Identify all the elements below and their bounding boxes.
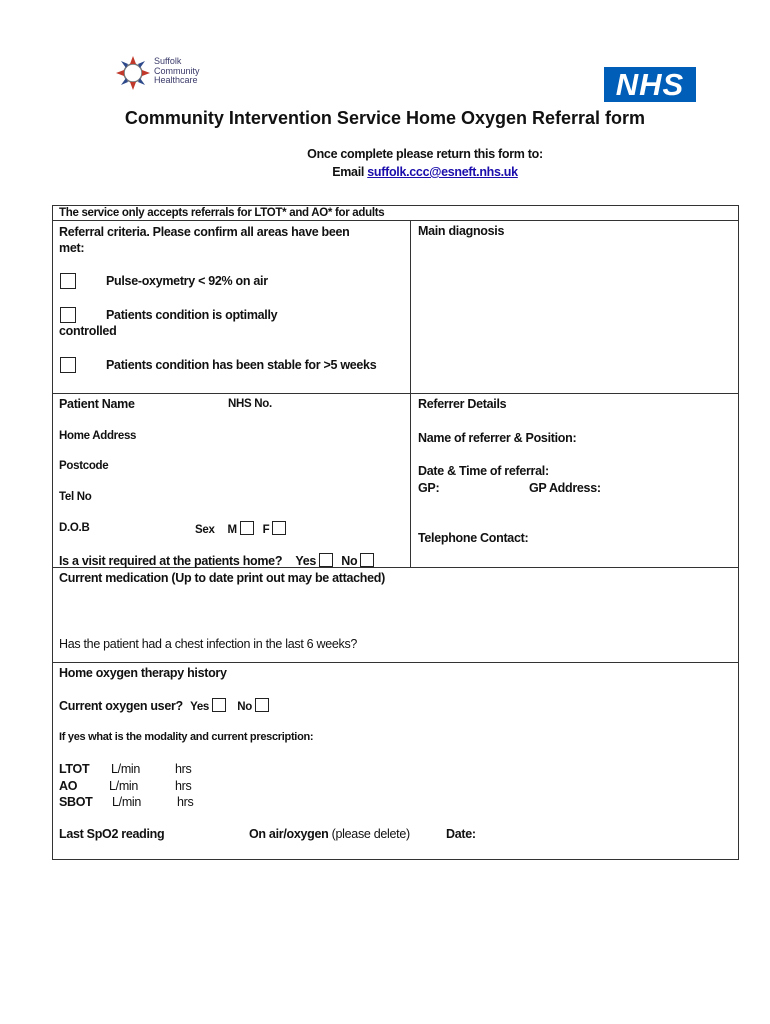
prescription-type: AO — [59, 778, 78, 793]
prescription-row — [59, 761, 193, 778]
logo-line1: Suffolk — [154, 56, 182, 66]
main-diagnosis-label: Main diagnosis — [418, 224, 505, 238]
home-visit-question — [59, 553, 377, 568]
referral-datetime: Date & Time of referral: — [418, 464, 549, 478]
oxygen-yes-label: Yes — [190, 701, 210, 713]
on-air-oxygen — [249, 827, 410, 841]
sex-f-label: F — [262, 524, 270, 536]
sex-f-checkbox[interactable] — [272, 521, 286, 535]
telephone-contact-label: Telephone Contact: — [418, 531, 529, 545]
oxygen-history-heading: Home oxygen therapy history — [59, 666, 227, 680]
sex-m-checkbox[interactable] — [240, 521, 254, 535]
email-link[interactable]: suffolk.ccc@esneft.nhs.uk — [367, 165, 518, 179]
dob-label: D.O.B — [59, 522, 90, 534]
on-air-oxygen-label: On air/oxygen — [249, 827, 329, 841]
criteria-checkbox-2[interactable] — [60, 307, 76, 323]
criteria-item-1: Pulse-oxymetry < 92% on air — [106, 274, 268, 288]
oxygen-yes-checkbox[interactable] — [212, 698, 226, 712]
visit-no-label: No — [341, 554, 358, 568]
service-note: The service only accepts referrals for LTOT* and AO* for adults — [59, 207, 385, 219]
visit-no-checkbox[interactable] — [360, 553, 374, 567]
sex-m-label: M — [227, 524, 237, 536]
current-oxygen-user — [59, 698, 272, 713]
criteria-item-3: Patients condition has been stable for >5 weeks — [106, 358, 377, 372]
home-visit-label: Is a visit required at the patients home? — [59, 554, 283, 568]
gp-label: GP: — [418, 481, 440, 495]
sex-label: Sex — [195, 524, 215, 536]
prescription-unit: L/min — [111, 762, 141, 776]
prescription-type: LTOT — [59, 762, 90, 776]
prescription-row — [59, 778, 193, 795]
modality-question: If yes what is the modality and current prescription: — [59, 731, 314, 743]
tel-no-label: Tel No — [59, 491, 92, 503]
return-instructions: Once complete please return this form to: — [307, 147, 543, 161]
nhs-no-label: NHS No. — [228, 398, 272, 410]
prescription-unit: L/min — [109, 778, 139, 793]
email-label: Email — [332, 165, 365, 179]
prescription-unit: L/min — [112, 795, 142, 809]
current-oxygen-user-label: Current oxygen user? — [59, 699, 183, 713]
logo-line2: Community — [154, 65, 200, 76]
criteria-item-2-cont: controlled — [59, 324, 117, 338]
please-delete-note: (please delete) — [331, 827, 410, 841]
prescription-type: SBOT — [59, 795, 93, 809]
prescription-hrs: hrs — [175, 778, 192, 793]
criteria-checkbox-3[interactable] — [60, 357, 76, 373]
chest-infection-question: Has the patient had a chest infection in the last 6 weeks? — [59, 637, 358, 651]
nhs-logo: NHS — [604, 67, 696, 102]
logo-line3: Healthcare — [154, 75, 198, 85]
suffolk-star-icon — [114, 55, 152, 91]
prescription-table — [59, 761, 193, 811]
postcode-label: Postcode — [59, 460, 109, 472]
prescription-hrs: hrs — [177, 795, 194, 809]
last-spo2-label: Last SpO2 reading — [59, 827, 165, 841]
email-line — [0, 165, 770, 179]
prescription-row — [59, 794, 193, 811]
sex-field — [195, 521, 289, 536]
visit-yes-label: Yes — [295, 554, 317, 568]
prescription-hrs: hrs — [175, 762, 192, 776]
home-address-label: Home Address — [59, 430, 137, 442]
patient-name-label: Patient Name — [59, 397, 135, 411]
criteria-item-2: Patients condition is optimally — [106, 308, 278, 322]
suffolk-logo — [114, 55, 224, 91]
criteria-heading-line2: met: — [59, 241, 85, 255]
page-title: Community Intervention Service Home Oxygen Referral form — [124, 108, 646, 128]
oxygen-no-checkbox[interactable] — [255, 698, 269, 712]
criteria-heading-line1: Referral criteria. Please confirm all areas have been — [59, 225, 350, 239]
criteria-checkbox-1[interactable] — [60, 273, 76, 289]
visit-yes-checkbox[interactable] — [319, 553, 333, 567]
medication-heading: Current medication (Up to date print out may be attached) — [59, 571, 385, 585]
oxygen-no-label: No — [237, 701, 252, 713]
gp-address-label: GP Address: — [529, 481, 601, 495]
referrer-name-position: Name of referrer & Position: — [418, 431, 577, 445]
criteria-heading — [59, 224, 350, 256]
referrer-heading: Referrer Details — [418, 397, 507, 411]
spo2-date-label: Date: — [446, 827, 476, 841]
